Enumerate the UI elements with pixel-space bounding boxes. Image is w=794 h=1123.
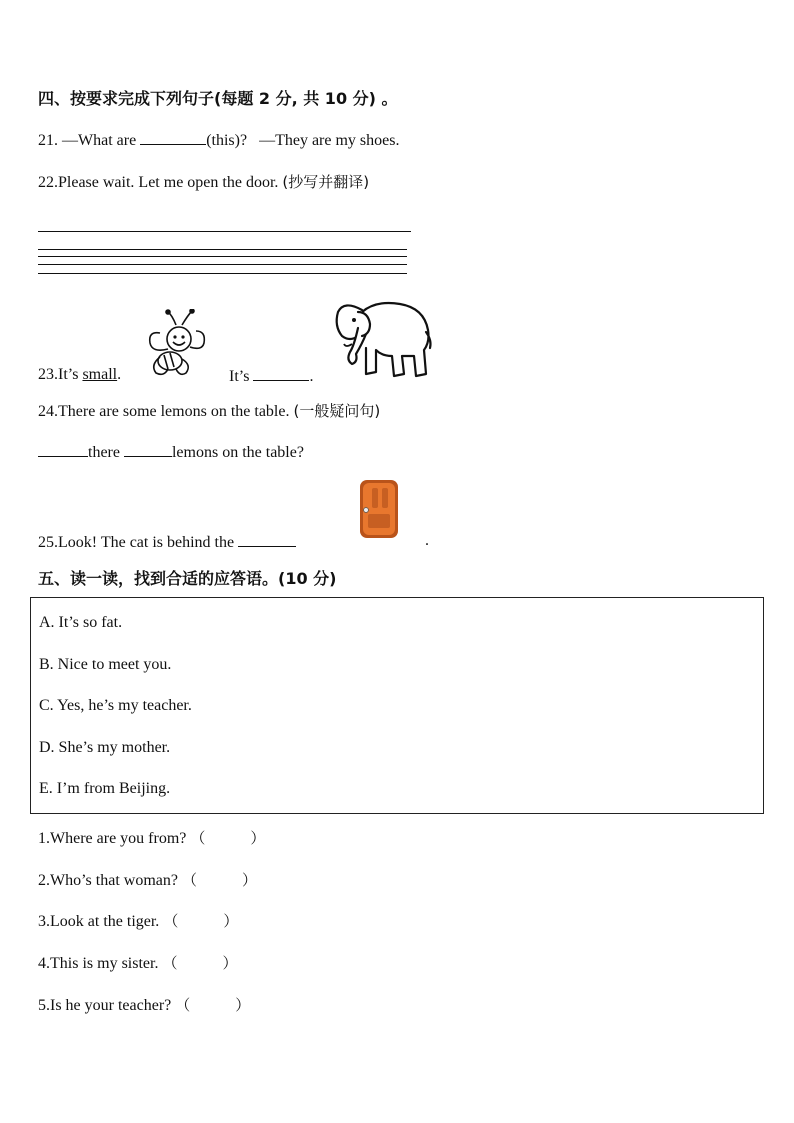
option-d: D. She’s my mother.	[39, 739, 171, 756]
writing-line-5[interactable]	[38, 273, 407, 274]
option-e: E. I’m from Beijing.	[39, 780, 171, 797]
s5-question-4	[38, 952, 237, 973]
section-5-title: 五、读一读，找到合适的应答语。(10 分)	[38, 569, 337, 588]
option-a: A. It’s so fat.	[39, 614, 123, 631]
bee-icon	[146, 309, 206, 379]
s5-q5-answer-paren[interactable]: （ ）	[175, 996, 251, 1014]
q24-text: 24.There are some lemons on the table.	[38, 403, 290, 420]
question-25	[38, 532, 296, 552]
writing-line-3[interactable]	[38, 256, 407, 257]
q22-note: (抄写并翻译)	[282, 173, 370, 191]
s5-question-1	[38, 827, 265, 848]
q21-part1: —What are	[62, 132, 137, 149]
writing-line-2[interactable]	[38, 249, 407, 250]
s5-q2-text: 2.Who’s that woman?	[38, 872, 178, 889]
writing-line-4[interactable]	[38, 264, 407, 265]
s5-question-5	[38, 994, 250, 1015]
s5-q5-text: 5.Is he your teacher?	[38, 997, 172, 1014]
q24-fill1: there	[88, 444, 120, 461]
s5-q4-answer-paren[interactable]: （ ）	[162, 954, 238, 972]
q24-fill2: lemons on the table?	[171, 444, 304, 461]
question-24	[38, 400, 380, 421]
q21-part3: —They are my shoes.	[259, 132, 400, 149]
question-23-second	[229, 366, 313, 386]
s5-q3-answer-paren[interactable]: （ ）	[163, 912, 239, 930]
q23-part2: .	[117, 366, 122, 383]
q21-blank[interactable]	[140, 130, 206, 145]
s5-question-2	[38, 869, 257, 890]
s5-q4-text: 4.This is my sister.	[38, 955, 159, 972]
option-c: C. Yes, he’s my teacher.	[39, 697, 192, 714]
option-b: B. Nice to meet you.	[39, 656, 172, 673]
section-4-title: 四、按要求完成下列句子(每题 2 分, 共 10 分) 。	[38, 89, 398, 108]
s5-q3-text: 3.Look at the tiger.	[38, 913, 160, 930]
question-21	[38, 130, 399, 150]
s5-q1-text: 1.Where are you from?	[38, 830, 187, 847]
q23-part1: 23.It’s	[38, 366, 79, 383]
door-icon	[358, 478, 400, 540]
s5-q2-answer-paren[interactable]: （ ）	[181, 871, 257, 889]
elephant-icon	[332, 290, 434, 380]
s5-question-3	[38, 910, 238, 931]
q23-blank[interactable]	[253, 366, 309, 381]
q25-text: 25.Look! The cat is behind the	[38, 534, 235, 551]
s5-q1-answer-paren[interactable]: （ ）	[190, 829, 266, 847]
q25-end: .	[425, 532, 429, 549]
q22-text: 22.Please wait. Let me open the door.	[38, 174, 279, 191]
question-23	[38, 366, 121, 384]
q21-part2: (this)?	[206, 132, 248, 149]
q24-note: (一般疑问句)	[293, 402, 381, 420]
q24-blank-2[interactable]	[124, 442, 172, 457]
answer-options-box	[30, 597, 764, 814]
q25-blank[interactable]	[238, 532, 296, 547]
q24-blank-1[interactable]	[38, 442, 88, 457]
question-22	[38, 171, 369, 192]
q23-part4: .	[309, 368, 314, 385]
q23-word: small	[82, 366, 118, 383]
question-24-answer	[38, 442, 304, 462]
q23-part3: It’s	[229, 368, 250, 385]
writing-line-1[interactable]	[38, 231, 411, 232]
q21-number: 21.	[38, 132, 58, 149]
